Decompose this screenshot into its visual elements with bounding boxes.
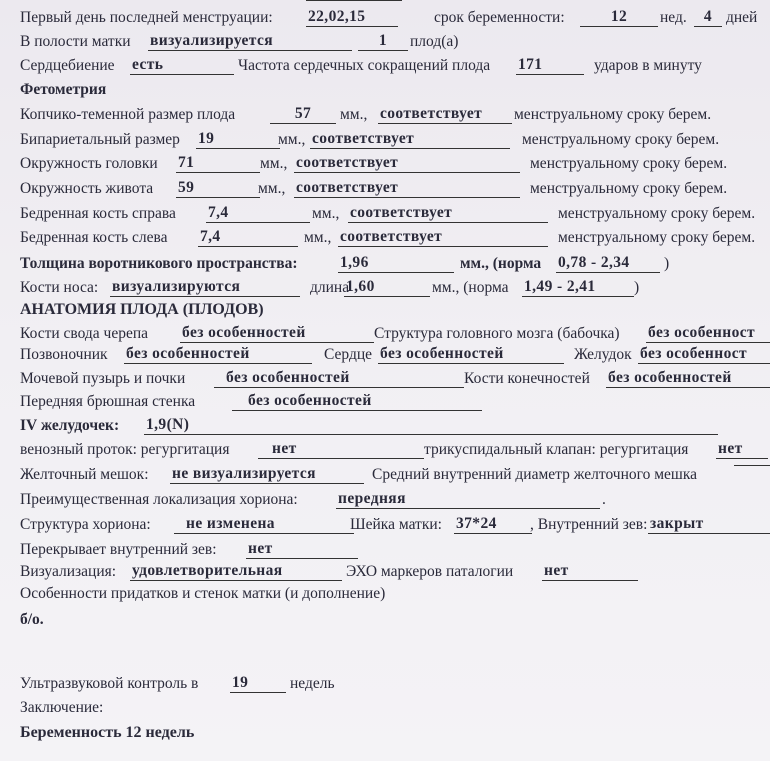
lmp-value: 22,02,15 (306, 8, 398, 27)
crl-suffix: менструальному сроку берем. (514, 106, 712, 123)
bpd-suffix: менструальному сроку берем. (522, 131, 720, 148)
spine-label: Позвоночник (20, 346, 108, 363)
bpd-status: соответствует (310, 130, 510, 149)
bpd-value: 19 (196, 130, 280, 149)
chorion-loc-value: передняя (336, 490, 600, 509)
bpd-label: Бипариетальный размер (20, 131, 180, 148)
crl-status: соответствует (378, 105, 512, 124)
control-unit: недель (290, 675, 335, 692)
nasal-len-label: длина (310, 279, 350, 296)
visual-label: Визуализация: (20, 563, 117, 580)
nasal-norm-value: 1,49 - 2,41 (522, 278, 634, 297)
nt-label: Толщина воротникового пространства: (20, 255, 298, 272)
fetus-unit: плод(а) (410, 33, 459, 50)
os-label: , Внутренний зев: (530, 516, 648, 533)
limbs-value: без особенностей (606, 369, 770, 388)
yolk-value: не визуализируется (170, 465, 364, 484)
limbs-label: Кости конечностей (464, 370, 590, 387)
visual-value: удовлетворительная (130, 562, 342, 581)
term-days-value: 4 (694, 8, 722, 27)
nt-norm-label: мм., (норма (460, 255, 542, 272)
chorion-loc-end: . (602, 491, 606, 508)
fetometry-title: Фетометрия (20, 81, 107, 98)
heartbeat-value: есть (130, 56, 234, 75)
nasal-len-value: 1,60 (344, 278, 430, 297)
nasal-value: визуализируются (110, 278, 300, 297)
top-rule (306, 0, 402, 1)
chorion-struct-label: Структура хориона: (20, 516, 151, 533)
ductus-label: венозный проток: регургитация (20, 441, 230, 458)
adnexa-value: б/о. (20, 611, 44, 628)
chorion-struct-value: не изменена (174, 515, 354, 534)
femur-right-unit: мм., (312, 205, 340, 222)
term-weeks-value: 12 (580, 8, 658, 27)
hc-label: Окружность головки (20, 155, 158, 172)
cervix-value: 37*24 (454, 515, 532, 534)
stomach-value: без особенност (638, 345, 770, 364)
skull-value: без особенностей (180, 324, 374, 343)
ac-status: соответствует (294, 179, 520, 198)
yolk-label: Желточный мешок: (20, 466, 149, 483)
echo-value: нет (542, 562, 638, 581)
tricuspid-label: трикуспидальный клапан: регургитация (424, 441, 689, 458)
ductus-value: нет (258, 440, 424, 459)
lmp-label: Первый день последней менструации: (20, 9, 273, 26)
nt-value: 1,96 (338, 254, 454, 273)
femur-left-unit: мм., (304, 229, 332, 246)
ventricle-label: IV желудочек: (20, 417, 120, 434)
nt-close: ) (664, 255, 670, 272)
bladder-label: Мочевой пузырь и почки (20, 370, 186, 387)
stomach-label: Желудок (574, 346, 632, 363)
uterus-value: визуализируется (148, 32, 352, 51)
heart-label: Сердце (324, 346, 373, 363)
cervix-label: Шейка матки: (350, 516, 442, 533)
heartbeat-label: Сердцебиение (20, 57, 115, 74)
ac-unit: мм., (258, 180, 286, 197)
bpd-unit: мм., (278, 131, 306, 148)
ac-suffix: менструальному сроку берем. (530, 180, 728, 197)
nt-norm-value: 0,78 - 2,34 (556, 254, 660, 273)
femur-right-suffix: менструальному сроку берем. (558, 205, 756, 222)
conclusion-label: Заключение: (20, 699, 104, 716)
hr-unit: ударов в минуту (594, 57, 702, 74)
femur-right-value: 7,4 (206, 204, 310, 223)
spine-value: без особенностей (124, 345, 312, 364)
anatomy-title: АНАТОМИЯ ПЛОДА (ПЛОДОВ) (20, 301, 264, 318)
femur-left-label: Бедренная кость слева (20, 229, 168, 246)
ac-label: Окружность живота (20, 180, 154, 197)
bladder-value: без особенностей (214, 369, 464, 388)
overlap-label: Перекрывает внутренний зев: (20, 541, 217, 558)
chorion-loc-label: Преимущественная локализация хориона: (20, 491, 298, 508)
conclusion-value: Беременность 12 недель (20, 724, 195, 741)
hc-value: 71 (176, 154, 260, 173)
femur-left-suffix: менструальному сроку берем. (558, 229, 756, 246)
crl-label: Копчико-теменной размер плода (20, 106, 236, 123)
hr-label: Частота сердечных сокращений плода (238, 57, 491, 74)
term-label: срок беременности: (434, 9, 565, 26)
brain-value: без особенност (646, 324, 770, 343)
echo-label: ЭХО маркеров паталогии (346, 563, 514, 580)
ac-value: 59 (176, 179, 260, 198)
term-weeks-unit: нед. (660, 9, 687, 26)
yolk-diam-value (734, 465, 770, 466)
crl-unit: мм., (340, 106, 368, 123)
nasal-norm-label: мм., (норма (432, 279, 509, 296)
yolk-diam-label: Средний внутренний диаметр желточного мешка (372, 466, 698, 483)
femur-left-value: 7,4 (198, 228, 298, 247)
skull-label: Кости свода черепа (20, 325, 149, 342)
abdwall-value: без особенностей (232, 392, 482, 411)
abdwall-label: Передняя брюшная стенка (20, 393, 196, 410)
hr-value: 171 (516, 56, 584, 75)
femur-left-status: соответствует (338, 228, 548, 247)
crl-value: 57 (270, 105, 336, 124)
tricuspid-value: нет (716, 440, 768, 459)
nasal-close: ) (634, 279, 640, 296)
ventricle-value: 1,9(N) (144, 416, 718, 435)
femur-right-label: Бедренная кость справа (20, 205, 176, 222)
hc-suffix: менструальному сроку берем. (530, 155, 728, 172)
hc-unit: мм., (260, 155, 288, 172)
overlap-value: нет (246, 540, 358, 559)
os-value: закрыт (648, 515, 770, 534)
control-value: 19 (230, 674, 286, 693)
nasal-label: Кости носа: (20, 279, 99, 296)
uterus-label: В полости матки (20, 33, 131, 50)
fetus-count: 1 (358, 32, 408, 51)
femur-right-status: соответствует (348, 204, 548, 223)
hc-status: соответствует (294, 154, 520, 173)
adnexa-label: Особенности придатков и стенок матки (и дополнение) (20, 585, 386, 602)
brain-label: Структура головного мозга (бабочка) (374, 325, 620, 342)
control-label: Ультразвуковой контроль в (20, 675, 199, 692)
heart-value: без особенностей (378, 345, 564, 364)
term-days-unit: дней (726, 9, 758, 26)
